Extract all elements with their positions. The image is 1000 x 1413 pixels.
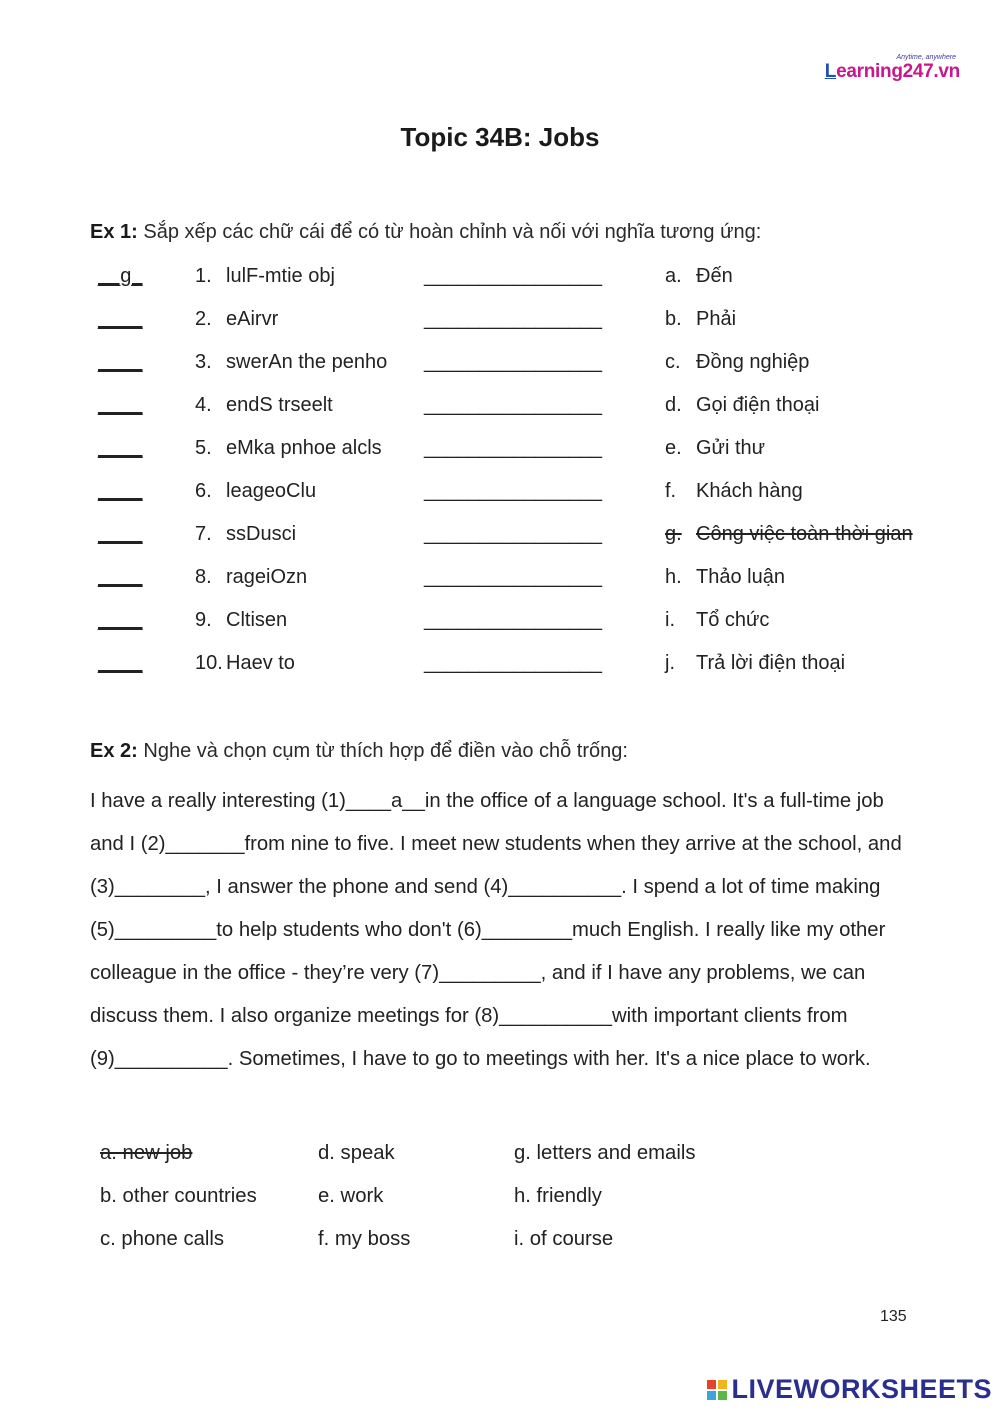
- meaning-text: Phải: [696, 308, 737, 330]
- item-number: 7.: [195, 523, 212, 545]
- option-item: b. other countries: [100, 1185, 257, 1207]
- scrambled-word: swerAn the penho: [226, 351, 388, 373]
- word-blank[interactable]: ________________: [424, 523, 602, 545]
- meaning-letter: b.: [665, 308, 682, 330]
- meaning-text: Gửi thư: [696, 437, 766, 459]
- item-number: 5.: [195, 437, 212, 459]
- meaning-text: Khách hàng: [696, 480, 803, 502]
- ex1-row: [0, 351, 1000, 381]
- meaning-letter: f.: [665, 480, 677, 502]
- word-blank[interactable]: ________________: [424, 394, 602, 416]
- ex1-heading: [90, 221, 761, 244]
- scrambled-word: Cltisen: [226, 609, 288, 631]
- ex1-label: Ex 1:: [90, 221, 138, 243]
- item-number: 6.: [195, 480, 212, 502]
- meaning-letter: c.: [665, 351, 681, 373]
- option-item: f. my boss: [318, 1228, 411, 1250]
- option-item: a. new job: [100, 1142, 193, 1164]
- item-number: 10.: [195, 652, 223, 674]
- ex1-row: [0, 394, 1000, 424]
- ex1-row: [0, 265, 1000, 295]
- word-blank[interactable]: ________________: [424, 437, 602, 459]
- meaning-letter: i.: [665, 609, 675, 631]
- word-blank[interactable]: ________________: [424, 265, 602, 287]
- answer-blank[interactable]: ____: [98, 437, 143, 459]
- meaning-text: Đến: [696, 265, 733, 287]
- scrambled-word: leageoClu: [226, 480, 317, 502]
- liveworksheets-wordmark: LIVEWORKSHEETS: [731, 1374, 992, 1404]
- ex1-row: [0, 523, 1000, 553]
- logo-brand-initial: L: [824, 61, 837, 82]
- meaning-letter: a.: [665, 265, 682, 287]
- meaning-text: Đồng nghiệp: [696, 351, 810, 373]
- word-blank[interactable]: ________________: [424, 308, 602, 330]
- ex1-instruction: Sắp xếp các chữ cái để có từ hoàn chỉnh và nối với nghĩa tương ứng:: [143, 221, 762, 243]
- scrambled-word: lulF-mtie obj: [226, 265, 335, 287]
- meaning-text: Tổ chức: [696, 609, 770, 631]
- ex2-instruction: Nghe và chọn cụm từ thích hợp để điền vào chỗ trống:: [143, 740, 628, 762]
- word-blank[interactable]: ________________: [424, 351, 602, 373]
- meaning-letter: g.: [665, 523, 682, 545]
- meaning-text: Trả lời điện thoại: [696, 652, 846, 674]
- scrambled-word: ssDusci: [226, 523, 297, 545]
- answer-blank[interactable]: ____: [98, 394, 143, 416]
- item-number: 1.: [195, 265, 212, 287]
- ex1-row: [0, 480, 1000, 510]
- meaning-letter: d.: [665, 394, 682, 416]
- answer-blank[interactable]: ____: [98, 523, 143, 545]
- meaning-text: Công việc toàn thời gian: [696, 523, 913, 545]
- answer-blank[interactable]: ____: [98, 351, 143, 373]
- answer-blank[interactable]: ____: [98, 566, 143, 588]
- meaning-text: Thảo luận: [696, 566, 785, 588]
- item-number: 3.: [195, 351, 212, 373]
- option-item: e. work: [318, 1185, 384, 1207]
- logo-brand-rest: earning247.vn: [836, 61, 960, 82]
- logo-brand: [825, 61, 960, 83]
- learning247-logo: [825, 54, 960, 83]
- item-number: 2.: [195, 308, 212, 330]
- item-number: 9.: [195, 609, 212, 631]
- liveworksheets-cubes-icon: [707, 1380, 727, 1400]
- ex1-row: [0, 437, 1000, 467]
- meaning-letter: e.: [665, 437, 682, 459]
- option-item: i. of course: [514, 1228, 614, 1250]
- liveworksheets-logo: [707, 1374, 992, 1405]
- answer-blank[interactable]: __g_: [98, 265, 143, 287]
- option-item: d. speak: [318, 1142, 395, 1164]
- option-item: h. friendly: [514, 1185, 602, 1207]
- ex1-row: [0, 308, 1000, 338]
- ex2-heading: [90, 740, 628, 763]
- scrambled-word: endS trseelt: [226, 394, 333, 416]
- ex2-passage: I have a really interesting (1)____a__in the office of a language school. It's a full-time job and I (2)_______from nine to five. I meet new students when they arrive at the school, and (3)________, I answer the phone and send (4)__________. I spend a lot of time making (5)_________to help students who don't (6)________much English. I really like my other colleague in the office - they’re very (7)_________, and if I have any problems, we can discuss them. I also organize meetings for (8)__________with important clients from (9)__________. Sometimes, I have to go to meetings with her. It's a nice place to work.: [90, 790, 902, 1070]
- meaning-text: Gọi điện thoại: [696, 394, 820, 416]
- answer-blank[interactable]: ____: [98, 609, 143, 631]
- meaning-letter: j.: [665, 652, 675, 674]
- item-number: 4.: [195, 394, 212, 416]
- ex2-label: Ex 2:: [90, 740, 138, 762]
- page-title: Topic 34B: Jobs: [400, 122, 600, 152]
- word-blank[interactable]: ________________: [424, 609, 602, 631]
- word-blank[interactable]: ________________: [424, 652, 602, 674]
- scrambled-word: Haev to: [226, 652, 295, 674]
- logo-tagline: Anytime, anywhere: [896, 54, 956, 61]
- word-blank[interactable]: ________________: [424, 480, 602, 502]
- scrambled-word: eAirvr: [226, 308, 279, 330]
- answer-blank[interactable]: ____: [98, 480, 143, 502]
- meaning-letter: h.: [665, 566, 682, 588]
- answer-blank[interactable]: ____: [98, 652, 143, 674]
- item-number: 8.: [195, 566, 212, 588]
- word-blank[interactable]: ________________: [424, 566, 602, 588]
- option-item: c. phone calls: [100, 1228, 225, 1250]
- ex1-row: [0, 652, 1000, 682]
- page-number: 135: [880, 1308, 907, 1325]
- scrambled-word: eMka pnhoe alcls: [226, 437, 382, 459]
- scrambled-word: rageiOzn: [226, 566, 308, 588]
- ex1-row: [0, 609, 1000, 639]
- answer-blank[interactable]: ____: [98, 308, 143, 330]
- option-item: g. letters and emails: [514, 1142, 696, 1164]
- ex1-row: [0, 566, 1000, 596]
